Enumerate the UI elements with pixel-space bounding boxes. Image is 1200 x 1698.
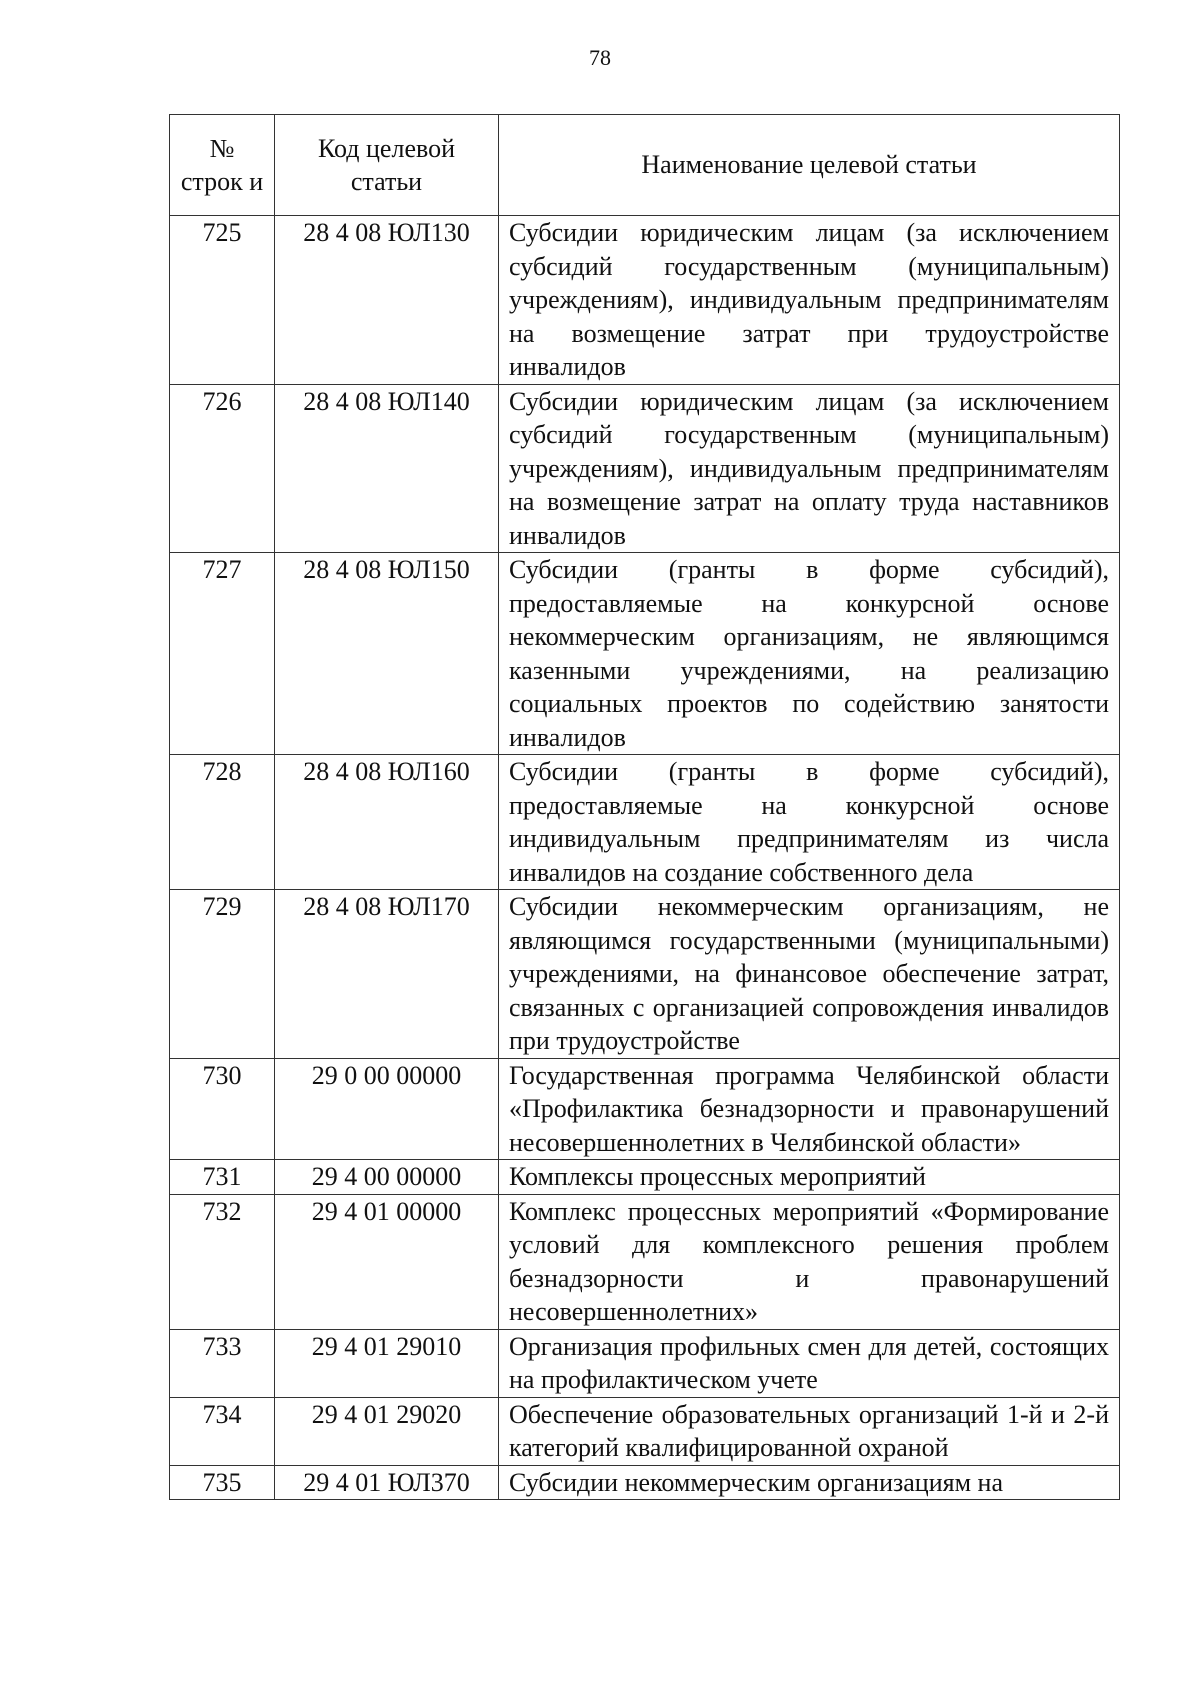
table-row <box>170 1329 1120 1397</box>
row-number-cell: 730 <box>170 1058 275 1160</box>
row-number-cell: 735 <box>170 1465 275 1500</box>
row-number-cell: 733 <box>170 1329 275 1397</box>
header-row-number: № строк и <box>170 115 275 216</box>
table-row <box>170 755 1120 890</box>
row-number-cell: 732 <box>170 1194 275 1329</box>
article-code-cell: 29 4 01 ЮЛ370 <box>275 1465 499 1500</box>
article-name-cell: Субсидии (гранты в форме субсидий), предоставляемые на конкурсной основе индивидуальным предпринимателям из числа инвалидов на создание собственного дела <box>499 755 1120 890</box>
article-name-cell: Субсидии некоммерческим организациям на <box>499 1465 1120 1500</box>
header-article-code: Код целевой статьи <box>275 115 499 216</box>
article-name-cell: Обеспечение образовательных организаций 1-й и 2-й категорий квалифицированной охраной <box>499 1397 1120 1465</box>
row-number-cell: 729 <box>170 890 275 1059</box>
table-row <box>170 1465 1120 1500</box>
article-code-cell: 29 0 00 00000 <box>275 1058 499 1160</box>
article-name-cell: Субсидии юридическим лицам (за исключением субсидий государственным (муниципальным) учреждениям), индивидуальным предпринимателям на возмещение затрат при трудоустройстве инвалидов <box>499 216 1120 385</box>
table-row <box>170 216 1120 385</box>
article-code-cell: 29 4 01 00000 <box>275 1194 499 1329</box>
table-body <box>170 216 1120 1500</box>
article-name-cell: Организация профильных смен для детей, состоящих на профилактическом учете <box>499 1329 1120 1397</box>
article-name-cell: Государственная программа Челябинской области «Профилактика безнадзорности и правонарушений несовершеннолетних в Челябинской области» <box>499 1058 1120 1160</box>
table-row <box>170 1397 1120 1465</box>
table-row <box>170 384 1120 553</box>
table-row <box>170 1058 1120 1160</box>
row-number-cell: 726 <box>170 384 275 553</box>
table-row <box>170 1160 1120 1195</box>
article-code-cell: 29 4 01 29020 <box>275 1397 499 1465</box>
article-name-cell: Комплекс процессных мероприятий «Формирование условий для комплексного решения проблем безнадзорности и правонарушений несовершеннолетних» <box>499 1194 1120 1329</box>
article-code-cell: 29 4 00 00000 <box>275 1160 499 1195</box>
table-row <box>170 890 1120 1059</box>
row-number-cell: 725 <box>170 216 275 385</box>
row-number-cell: 734 <box>170 1397 275 1465</box>
row-number-cell: 727 <box>170 553 275 755</box>
row-number-cell: 728 <box>170 755 275 890</box>
table-row <box>170 1194 1120 1329</box>
row-number-cell: 731 <box>170 1160 275 1195</box>
target-articles-table <box>169 114 1120 1500</box>
article-code-cell: 28 4 08 ЮЛ140 <box>275 384 499 553</box>
article-code-cell: 28 4 08 ЮЛ160 <box>275 755 499 890</box>
table-row <box>170 553 1120 755</box>
article-code-cell: 29 4 01 29010 <box>275 1329 499 1397</box>
article-name-cell: Комплексы процессных мероприятий <box>499 1160 1120 1195</box>
page-number: 78 <box>589 45 611 70</box>
header-article-name: Наименование целевой статьи <box>499 115 1120 216</box>
article-code-cell: 28 4 08 ЮЛ170 <box>275 890 499 1059</box>
article-name-cell: Субсидии некоммерческим организациям, не являющимся государственными (муниципальными) учреждениями, на финансовое обеспечение затрат, связанных с организацией сопровождения инвалидов при трудоустройстве <box>499 890 1120 1059</box>
article-code-cell: 28 4 08 ЮЛ130 <box>275 216 499 385</box>
article-name-cell: Субсидии юридическим лицам (за исключением субсидий государственным (муниципальным) учреждениям), индивидуальным предпринимателям на возмещение затрат на оплату труда наставников инвалидов <box>499 384 1120 553</box>
article-code-cell: 28 4 08 ЮЛ150 <box>275 553 499 755</box>
article-name-cell: Субсидии (гранты в форме субсидий), предоставляемые на конкурсной основе некоммерческим организациям, не являющимся казенными учреждениями, на реализацию социальных проектов по содействию занятости инвалидов <box>499 553 1120 755</box>
table-header-row <box>170 115 1120 216</box>
